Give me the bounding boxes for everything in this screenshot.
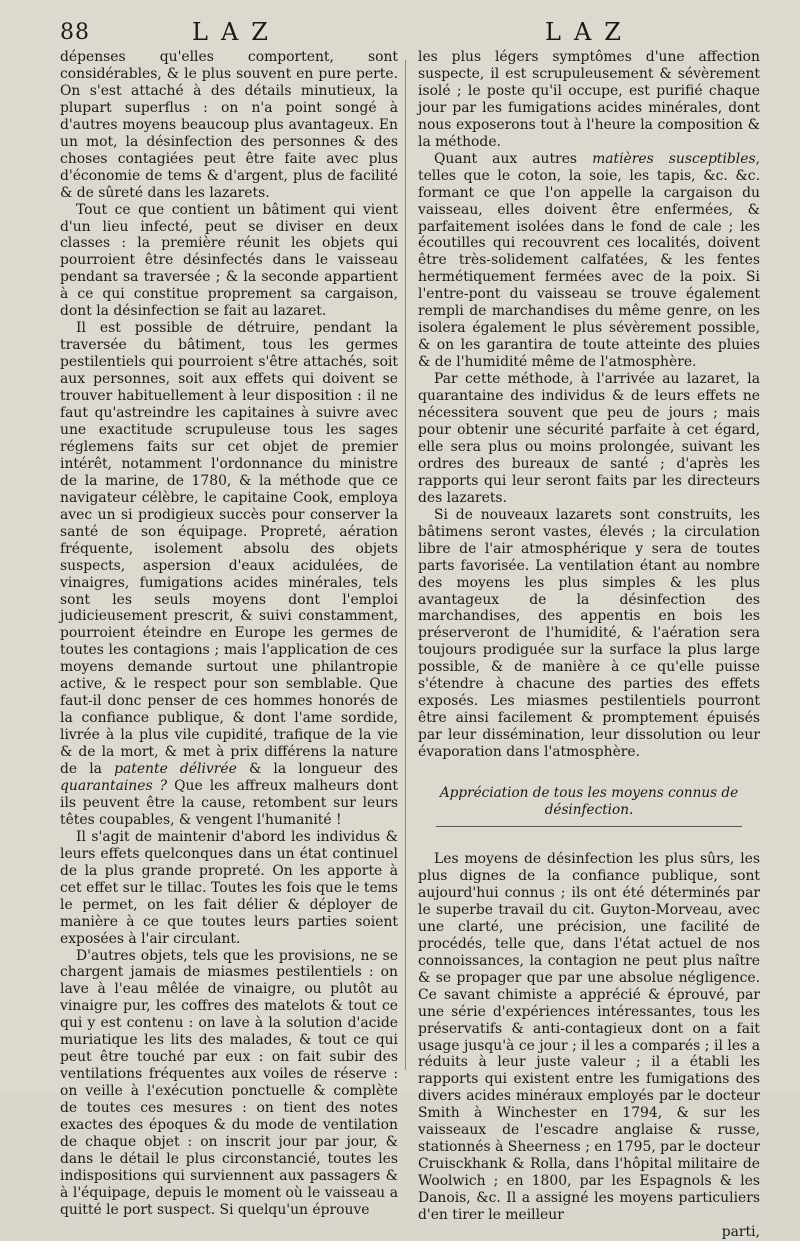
paragraph-text: Que les affreux malheurs dont ils peuvent être la cause, retombent sur leurs têtes coupables, & vengent l'humanité ! [60,777,399,828]
italic-term: patente délivrée [114,761,237,778]
paragraph-text: Quant aux autres [434,150,578,167]
section-heading-text: Appréciation de tous les moyens connus de désinfection. [439,785,739,818]
paragraph: Si de nouveaux lazarets sont construits, les bâtimens seront vastes, élevés ; la circulation libre de l'air atmosphérique y sera de toutes parts favorisée. La ventilation étant au nombre des moyens les plus simples & les plus avantageux de la désinfection des marchandises, des appentis en bois les préserveront de l'humidité, & l'aération sera toujours prodiguée sur la surface la plus large possible, & de manière à ce qu'elle puisse s'étendre à chacune des parties des effets exposés. Les miasmes pestilentiels pourront être ainsi facilement & promptement épuisés par leur dissémination, leur dissolution ou leur évaporation dans l'atmosphère. [418,506,760,761]
running-head-left: LAZ [192,18,281,46]
catchword: parti, [721,1224,760,1240]
italic-term: matières susceptibles [592,150,756,167]
paragraph: les plus légers symptômes d'une affection suspecte, il est scrupuleusement & sévèrement isolé ; le poste qu'il occupe, est purifié chaque jour par les fumigations acides minérales, dont nous exposerons tout à l'heure la composition & la méthode. [418,49,760,150]
page-number: 88 [60,20,90,45]
paragraph: D'autres objets, tels que les provisions, ne se chargent jamais de miasmes pestilentiels : on lave à l'eau mêlée de vinaigre, ou plutôt au vinaigre pur, les coffres des matelots & tout ce qui y est contenu : on lave à la solution d'acide muriatique les lits des malades, & tout ce qui peut être touché par eux : on fait subir des ventilations fréquentes aux voiles de réserve : on veille à l'exécution ponctuelle & complète de toutes ces mesures : on tient des notes exactes des époques & du mode de ventilation de chaque objet : on inscrit jour par jour, & dans le détail le plus circonstancié, toutes les indispositions qui surviennent aux passagers & à l'équipage, depuis le moment où le vaisseau a quitté le port suspect. Si quelqu'un éprouve [60,947,398,1218]
italic-term: quarantaines ? [60,777,168,794]
paragraph: Par cette méthode, à l'arrivée au lazaret, la quarantaine des individus & de leurs effets ne nécessitera souvent que peu de jours ; mais pour obtenir une sécurité parfaite à cet égard, elle sera plus ou moins prolongée, suivant les ordres des bureaux de santé ; d'après les rapports qui leur seront faits par les directeurs des lazarets. [418,371,760,506]
left-column [60,49,398,1219]
paragraph: Tout ce que contient un bâtiment qui vient d'un lieu infecté, peut se diviser en deux classes : la première réunit les objets qui pourroient être désinfectés dans le vaisseau pendant sa traversée ; & la seconde appartient à ce qui constitue proprement sa cargaison, dont la désinfection se fait au lazaret. [60,201,398,320]
running-head-right: LAZ [545,18,634,46]
right-column [418,49,760,1241]
paragraph-text: & la longueur des [248,761,398,778]
paragraph: Il s'agit de maintenir d'abord les individus & leurs effets quelconques dans un état continuel de la plus grande propreté. On les apporte à cet effet sur le tillac. Toutes les fois que le tems le permet, on les fait délier & déployer de manière à ce que toutes leurs parties soient exposées à l'air circulant. [60,828,398,947]
column-divider [405,60,406,1070]
section-heading [418,785,760,827]
paragraph: Les moyens de désinfection les plus sûrs, les plus dignes de la confiance publique, sont aujourd'hui connus ; ils ont été déterminés par le superbe travail du cit. Guyton-Morveau, avec une clarté, une précision, une facilité de procédés, telle que, dans l'état actuel de nos connoissances, la contagion ne peut plus naître & se propager que par une absolue négligence. Ce savant chimiste a apprécié & éprouvé, par une série d'expériences intéressantes, tous les préservatifs & anti-contagieux dont on a fait usage jusqu'à ce jour ; il les a comparés ; il les a réduits à leur juste valeur ; il a établi les rapports qui existent entre les fumigations des divers acides minéraux employés par le docteur Smith à Winchester en 1794, & sur les vaisseaux de l'escadre anglaise & russe, stationnés à Sheerness ; en 1795, par le docteur Cruisckhank & Rolla, dans l'hôpital militaire de Woolwich ; en 1800, par les Espagnols & les Danois, &c. Il a assigné les moyens particuliers d'en tirer le meilleur [418,851,760,1224]
paragraph [418,151,760,371]
paragraph [60,320,398,829]
paragraph-text: Il est possible de détruire, pendant la traversée du bâtiment, tous les germes pestilentiels qui pourroient s'être attachés, soit aux personnes, soit aux effets qui doivent se trouver habituellement à leur disposition : il ne faut qu'astreindre les capitaines à suivre avec une exactitude scrupuleuse tous les sages réglemens faits sur cet objet de premier intérêt, notamment l'ordonnance du ministre de la marine, de 1780, & la méthode que ce navigateur célèbre, le capitaine Cook, employa avec un si prodigieux succès pour conserver la santé de son équipage. Propreté, aération fréquente, isolement absolu des objets suspects, aspersion d'eaux acidulées, de vinaigres, fumigations acides minérales, tels sont les seuls moyens dont l'emploi judicieusement prescrit, & suivi constamment, pourroient éteindre en Europe les germes de toutes les contagions ; mais l'application de ces moyens demande surtout une philantropie active, & le respect pour son semblable. Que faut-il donc penser de ces hommes honorés de la confiance publique, & dont l'ame sordide, livrée à la plus vile cupidité, trafique de la vie & de la mort, & met à prix différens la nature de la [60,320,398,778]
heading-rule [436,826,742,827]
paragraph-text: , telles que le coton, la soie, les tapis, &c. &c. formant ce que l'on appelle la cargaison du vaisseau, elles doivent être enfermées, & parfaitement isolées dans le fond de cale ; les écoutilles qui recouvrent ces localités, doivent être très-solidement calfatées, & les fentes hermétiquement fermées avec de la poix. Si l'entre-pont du vaisseau se trouve également rempli de marchandises du même genre, on les isolera également le plus sévèrement possible, & on les garantira de toute atteinte des pluies & de l'humidité même de l'atmosphère. [418,150,761,371]
paragraph: dépenses qu'elles comportent, sont considérables, & le plus souvent en pure perte. On s'est attaché à des détails minutieux, la plupart superflus : on n'a point songé à d'autres moyens beaucoup plus avantageux. En un mot, la désinfection des personnes & des choses contagiées peut être faite avec plus d'économie de tems & d'argent, plus de facilité & de sûreté dans les lazarets. [60,49,398,201]
